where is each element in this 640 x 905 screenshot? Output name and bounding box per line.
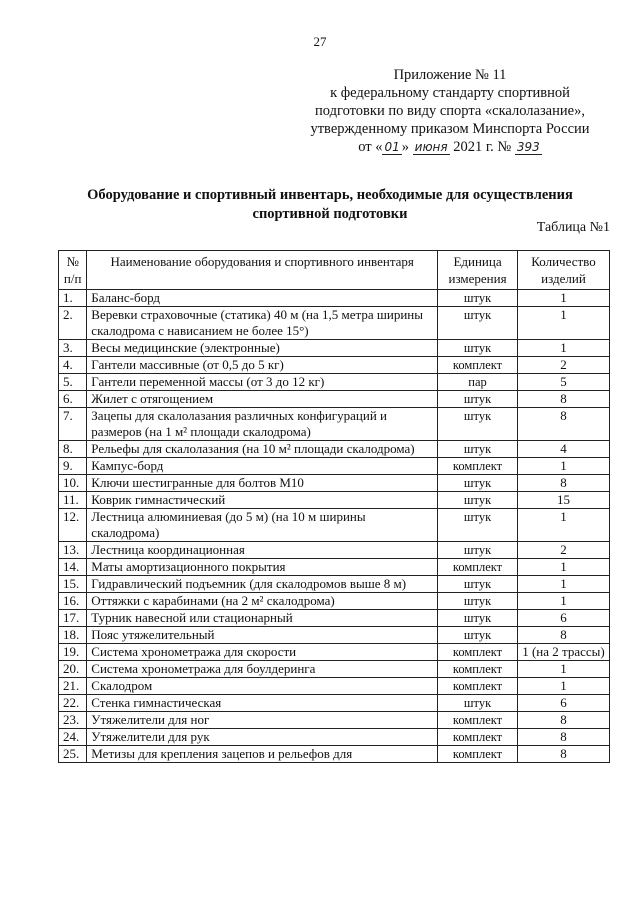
unit-of-measure: штук xyxy=(438,475,518,492)
item-name: Ключи шестигранные для болтов М10 xyxy=(87,475,438,492)
header-unit: Единица измерения xyxy=(438,251,518,290)
row-number: 17. xyxy=(59,610,87,627)
table-row xyxy=(59,492,610,509)
table-row xyxy=(59,729,610,746)
table-row xyxy=(59,576,610,593)
unit-of-measure: штук xyxy=(438,627,518,644)
quantity: 1 xyxy=(517,340,609,357)
appendix-line-2: к федеральному стандарту спортивной xyxy=(330,85,570,101)
item-name: Маты амортизационного покрытия xyxy=(87,559,438,576)
row-number: 13. xyxy=(59,542,87,559)
quantity: 1 xyxy=(517,509,609,542)
quantity: 1 xyxy=(517,576,609,593)
item-name: Рельефы для скалолазания (на 10 м² площади скалодрома) xyxy=(87,441,438,458)
item-name: Веревки страховочные (статика) 40 м (на 1,5 метра ширины скалодрома с нависанием не более 15°) xyxy=(87,307,438,340)
item-name: Гидравлический подъемник (для скалодромов выше 8 м) xyxy=(87,576,438,593)
header-name: Наименование оборудования и спортивного инвентаря xyxy=(87,251,438,290)
table-row xyxy=(59,627,610,644)
quantity: 8 xyxy=(517,746,609,763)
quantity: 1 xyxy=(517,307,609,340)
order-date-line xyxy=(290,138,610,156)
row-number: 12. xyxy=(59,509,87,542)
quantity: 15 xyxy=(517,492,609,509)
unit-of-measure: комплект xyxy=(438,712,518,729)
unit-of-measure: комплект xyxy=(438,458,518,475)
unit-of-measure: штук xyxy=(438,340,518,357)
page-number: 27 xyxy=(313,34,327,49)
row-number: 9. xyxy=(59,458,87,475)
row-number: 4. xyxy=(59,357,87,374)
row-number: 10. xyxy=(59,475,87,492)
table-row xyxy=(59,559,610,576)
unit-of-measure: комплект xyxy=(438,678,518,695)
quantity: 1 xyxy=(517,290,609,307)
item-name: Утяжелители для рук xyxy=(87,729,438,746)
row-number: 8. xyxy=(59,441,87,458)
row-number: 3. xyxy=(59,340,87,357)
quantity: 5 xyxy=(517,374,609,391)
quantity: 4 xyxy=(517,441,609,458)
item-name: Лестница координационная xyxy=(87,542,438,559)
appendix-line-1: Приложение № 11 xyxy=(393,67,507,83)
row-number: 5. xyxy=(59,374,87,391)
header-num: № п/п xyxy=(59,251,87,290)
item-name: Скалодром xyxy=(87,678,438,695)
unit-of-measure: штук xyxy=(438,290,518,307)
appendix-line-3: подготовки по виду спорта «скалолазание», xyxy=(315,103,585,119)
equipment-table xyxy=(58,250,610,763)
item-name: Стенка гимнастическая xyxy=(87,695,438,712)
unit-of-measure: комплект xyxy=(438,661,518,678)
item-name: Утяжелители для ног xyxy=(87,712,438,729)
row-number: 2. xyxy=(59,307,87,340)
row-number: 23. xyxy=(59,712,87,729)
document-title: Оборудование и спортивный инвентарь, необходимые для осуществления спортивной подготовки xyxy=(87,187,573,222)
appendix-line-4: утвержденному приказом Минспорта России xyxy=(310,121,590,137)
unit-of-measure: штук xyxy=(438,576,518,593)
unit-of-measure: штук xyxy=(438,441,518,458)
row-number: 21. xyxy=(59,678,87,695)
table-row xyxy=(59,746,610,763)
item-name: Коврик гимнастический xyxy=(87,492,438,509)
row-number: 24. xyxy=(59,729,87,746)
item-name: Метизы для крепления зацепов и рельефов для xyxy=(87,746,438,763)
table-row xyxy=(59,661,610,678)
item-name: Зацепы для скалолазания различных конфигураций и размеров (на 1 м² площади скалодрома) xyxy=(87,408,438,441)
unit-of-measure: комплект xyxy=(438,559,518,576)
item-name: Гантели переменной массы (от 3 до 12 кг) xyxy=(87,374,438,391)
item-name: Баланс-борд xyxy=(87,290,438,307)
quantity: 6 xyxy=(517,610,609,627)
item-name: Система хронометража для боулдеринга xyxy=(87,661,438,678)
unit-of-measure: пар xyxy=(438,374,518,391)
table-row xyxy=(59,610,610,627)
table-body xyxy=(59,290,610,763)
item-name: Оттяжки с карабинами (на 2 м² скалодрома) xyxy=(87,593,438,610)
quantity: 1 xyxy=(517,559,609,576)
row-number: 1. xyxy=(59,290,87,307)
date-mid: » xyxy=(401,139,410,155)
quantity: 8 xyxy=(517,408,609,441)
table-row xyxy=(59,408,610,441)
unit-of-measure: штук xyxy=(438,492,518,509)
row-number: 7. xyxy=(59,408,87,441)
unit-of-measure: штук xyxy=(438,695,518,712)
quantity: 1 xyxy=(517,458,609,475)
row-number: 20. xyxy=(59,661,87,678)
table-row xyxy=(59,509,610,542)
row-number: 11. xyxy=(59,492,87,509)
quantity: 1 xyxy=(517,678,609,695)
quantity: 8 xyxy=(517,627,609,644)
unit-of-measure: штук xyxy=(438,307,518,340)
table-row xyxy=(59,391,610,408)
table-row xyxy=(59,475,610,492)
quantity: 1 (на 2 трассы) xyxy=(517,644,609,661)
table-row xyxy=(59,644,610,661)
quantity: 2 xyxy=(517,357,609,374)
item-name: Пояс утяжелительный xyxy=(87,627,438,644)
table-row xyxy=(59,593,610,610)
row-number: 14. xyxy=(59,559,87,576)
item-name: Жилет с отягощением xyxy=(87,391,438,408)
row-number: 19. xyxy=(59,644,87,661)
unit-of-measure: комплект xyxy=(438,729,518,746)
unit-of-measure: комплект xyxy=(438,746,518,763)
quantity: 6 xyxy=(517,695,609,712)
quantity: 8 xyxy=(517,391,609,408)
unit-of-measure: штук xyxy=(438,509,518,542)
quantity: 8 xyxy=(517,475,609,492)
table-row xyxy=(59,357,610,374)
unit-of-measure: штук xyxy=(438,610,518,627)
item-name: Весы медицинские (электронные) xyxy=(87,340,438,357)
table-row xyxy=(59,542,610,559)
table-row xyxy=(59,678,610,695)
header-qty: Количество изделий xyxy=(517,251,609,290)
item-name: Лестница алюминиевая (до 5 м) (на 10 м ширины скалодрома) xyxy=(87,509,438,542)
quantity: 1 xyxy=(517,661,609,678)
appendix-header xyxy=(290,66,610,156)
unit-of-measure: штук xyxy=(438,391,518,408)
quantity: 8 xyxy=(517,712,609,729)
year-text: 2021 г. № xyxy=(453,139,512,155)
row-number: 6. xyxy=(59,391,87,408)
table-row xyxy=(59,290,610,307)
row-number: 16. xyxy=(59,593,87,610)
unit-of-measure: комплект xyxy=(438,357,518,374)
row-number: 18. xyxy=(59,627,87,644)
date-prefix: от « xyxy=(358,139,383,155)
quantity: 8 xyxy=(517,729,609,746)
handwritten-month: июня xyxy=(414,140,448,154)
unit-of-measure: штук xyxy=(438,408,518,441)
table-row xyxy=(59,712,610,729)
item-name: Система хронометража для скорости xyxy=(87,644,438,661)
unit-of-measure: штук xyxy=(438,542,518,559)
table-row xyxy=(59,374,610,391)
table-header-row xyxy=(59,251,610,290)
table-row xyxy=(59,340,610,357)
table-row xyxy=(59,695,610,712)
item-name: Турник навесной или стационарный xyxy=(87,610,438,627)
handwritten-day: 01 xyxy=(384,140,400,154)
item-name: Гантели массивные (от 0,5 до 5 кг) xyxy=(87,357,438,374)
row-number: 15. xyxy=(59,576,87,593)
handwritten-order-number: 393 xyxy=(516,140,540,154)
quantity: 2 xyxy=(517,542,609,559)
unit-of-measure: комплект xyxy=(438,644,518,661)
table-row xyxy=(59,458,610,475)
table-row xyxy=(59,307,610,340)
item-name: Кампус-борд xyxy=(87,458,438,475)
unit-of-measure: штук xyxy=(438,593,518,610)
table-row xyxy=(59,441,610,458)
row-number: 22. xyxy=(59,695,87,712)
row-number: 25. xyxy=(59,746,87,763)
table-caption: Таблица №1 xyxy=(536,220,610,235)
quantity: 1 xyxy=(517,593,609,610)
